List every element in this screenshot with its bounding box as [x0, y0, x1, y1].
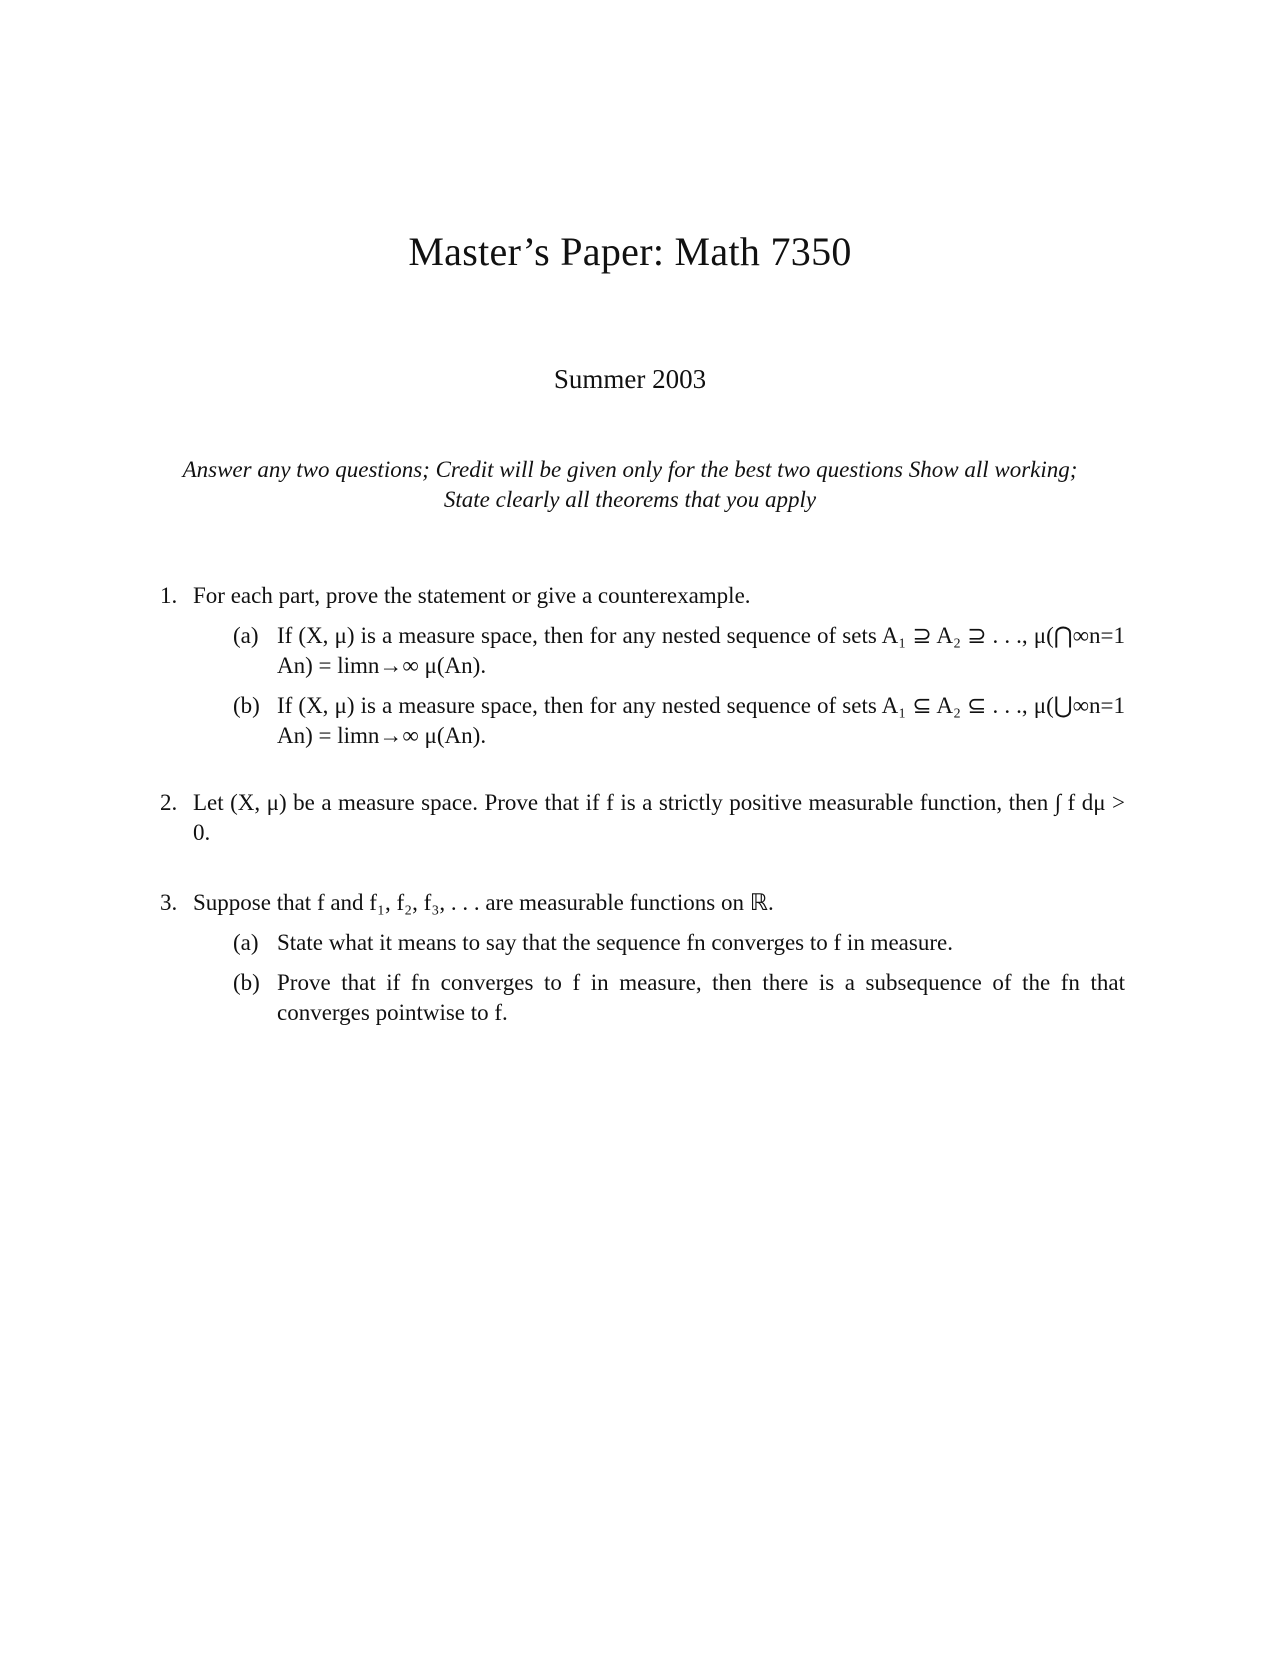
question-number: 2.	[160, 790, 178, 815]
part-text: Prove that if fn converges to f in measure, then there is a subsequence of the fn that converges pointwise to f.	[277, 970, 1125, 1025]
part-label: (b)	[233, 970, 260, 995]
question-part-a	[233, 621, 1125, 681]
question-1	[160, 581, 1125, 751]
question-stem: For each part, prove the statement or give a counterexample.	[193, 583, 751, 608]
part-text: If (X, μ) is a measure space, then for any nested sequence of sets A₁ ⊇ A₂ ⊇ . . ., μ(⋂∞n=1 An) = limn→∞ μ(An).	[277, 623, 1125, 678]
page-title: Master’s Paper: Math 7350	[408, 229, 852, 274]
question-number: 1.	[160, 583, 178, 608]
question-stem: Let (X, μ) be a measure space. Prove that if f is a strictly positive measurable function, then ∫ f dμ > 0.	[193, 790, 1125, 845]
question-number: 3.	[160, 890, 178, 915]
exam-instructions: Answer any two questions; Credit will be given only for the best two questions Show all working; State clearly all theorems that you apply	[182, 457, 1078, 512]
part-label: (b)	[233, 693, 260, 718]
question-part-b	[233, 691, 1125, 751]
question-3	[160, 888, 1125, 1028]
question-part-b	[233, 968, 1125, 1028]
page-subtitle: Summer 2003	[553, 364, 707, 394]
part-text: State what it means to say that the sequence fn converges to f in measure.	[277, 930, 953, 955]
question-2	[160, 788, 1125, 848]
question-part-a	[233, 928, 1125, 958]
part-label: (a)	[233, 930, 259, 955]
question-stem: Suppose that f and f₁, f₂, f₃, . . . are measurable functions on ℝ.	[193, 890, 774, 915]
part-text: If (X, μ) is a measure space, then for any nested sequence of sets A₁ ⊆ A₂ ⊆ . . ., μ(⋃∞n=1 An) = limn→∞ μ(An).	[277, 693, 1125, 748]
part-label: (a)	[233, 623, 259, 648]
